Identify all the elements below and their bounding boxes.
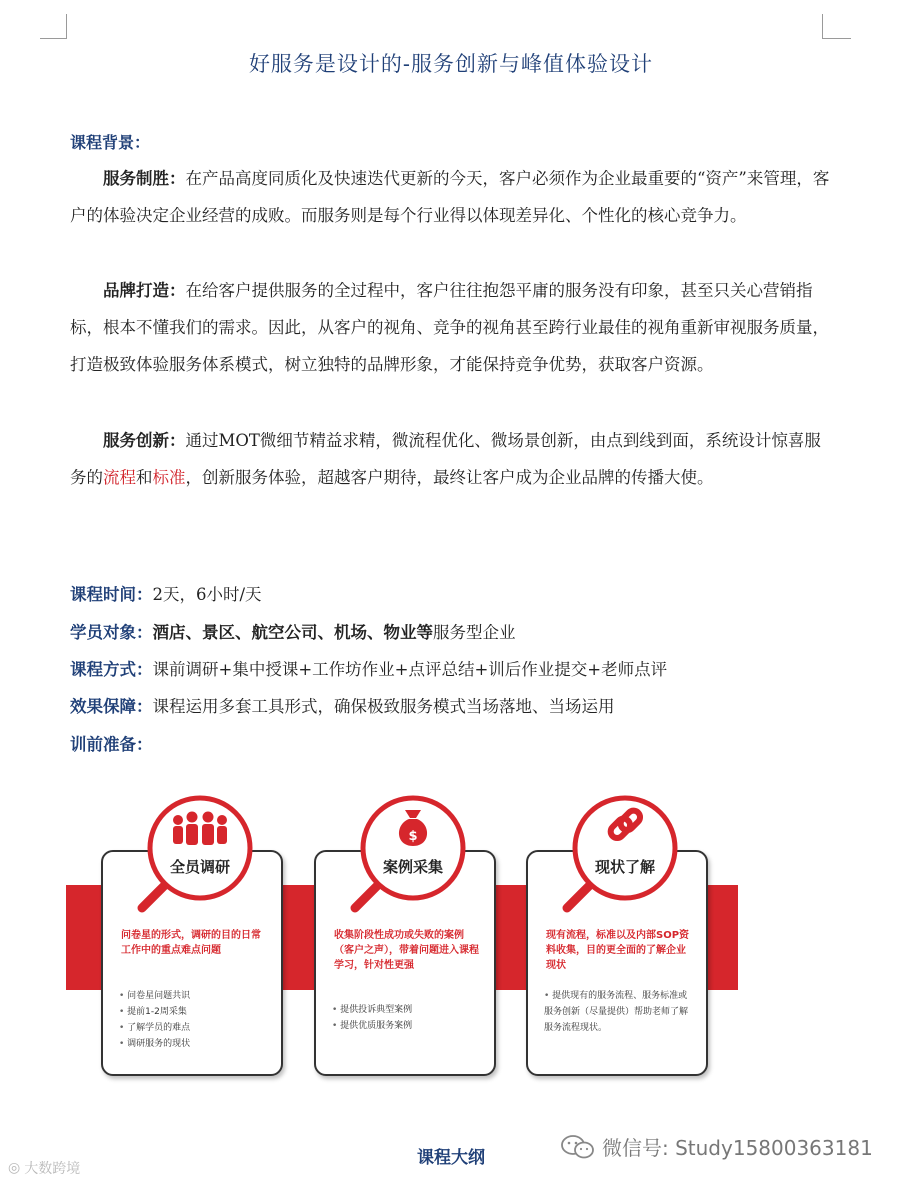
meta-label: 训前准备： <box>70 735 153 754</box>
meta-label: 课程方式： <box>70 660 153 679</box>
paragraph-service-innovation <box>70 422 830 496</box>
magnifier-handle <box>142 886 164 908</box>
card-description: 问卷星的形式，调研的目的日常工作中的重点难点问题 <box>121 930 261 956</box>
paragraph-text: 和 <box>136 468 153 487</box>
svg-text:$: $ <box>408 829 418 844</box>
list-item: • 提供优质服务案例 <box>332 1018 482 1034</box>
card-list <box>119 988 269 1052</box>
list-item: • 提供现有的服务流程、服务标准或服务创新（尽量提供）帮助老师了解服务流程现状。 <box>544 988 694 1036</box>
meta-value: 2天，6小时/天 <box>152 585 262 604</box>
card-title: 案例采集 <box>382 858 444 876</box>
meta-audience <box>70 619 516 643</box>
list-item: • 了解学员的难点 <box>119 1020 269 1036</box>
list-item: • 调研服务的现状 <box>119 1036 269 1052</box>
meta-time <box>70 581 262 605</box>
list-item: • 问卷星问题共识 <box>119 988 269 1004</box>
wechat-watermark <box>560 1132 873 1161</box>
card-list <box>332 1002 482 1034</box>
brand-logo-icon: ◎ <box>8 1160 21 1176</box>
document-title: 好服务是设计的-服务创新与峰值体验设计 <box>248 52 654 76</box>
meta-label: 课程时间： <box>70 585 153 604</box>
wechat-id: 微信号: Study15800363181 <box>602 1136 873 1160</box>
paragraph-lead: 品牌打造： <box>103 281 186 300</box>
magnifier-handle <box>355 886 377 908</box>
meta-label: 学员对象： <box>70 623 153 642</box>
wechat-icon <box>560 1134 596 1160</box>
magnifier-handle <box>567 886 589 908</box>
card-title: 现状了解 <box>594 858 656 876</box>
brand-name: 大数跨境 <box>24 1161 81 1177</box>
crop-mark-top-right <box>822 14 851 39</box>
card-list <box>544 988 694 1036</box>
meta-value: 课前调研+集中授课+工作坊作业+点评总结+训后作业提交+老师点评 <box>152 660 668 679</box>
outline-heading: 课程大纲 <box>417 1148 485 1168</box>
paragraph-text: 在产品高度同质化及快速迭代更新的今天，客户必须作为企业最重要的“资产”来管理，客户的体验决定企业经营的成败。而服务则是每个行业得以体现差异化、个性化的核心竞争力。 <box>70 169 830 225</box>
meta-guarantee <box>70 693 615 717</box>
meta-prep <box>70 731 153 755</box>
meta-value-bold: 酒店、景区、航空公司、机场、物业等 <box>152 623 433 642</box>
prep-diagram <box>66 790 738 1080</box>
magnifier-survey <box>112 790 262 940</box>
brand-watermark <box>8 1158 80 1178</box>
paragraph-text: 通过MOT微细节精益求精，微流程优化、微场景创新，由点到线到面，系统设计惊喜服务的 <box>70 431 821 487</box>
list-item: • 提供投诉典型案例 <box>332 1002 482 1018</box>
background-heading: 课程背景： <box>70 133 151 152</box>
paragraph-service-wins <box>70 160 830 234</box>
meta-label: 效果保障： <box>70 697 153 716</box>
highlight-standard: 标准 <box>152 468 186 487</box>
highlight-process: 流程 <box>103 468 136 487</box>
list-item: • 提前1-2周采集 <box>119 1004 269 1020</box>
paragraph-lead: 服务制胜： <box>103 169 186 188</box>
paragraph-text: ，创新服务体验，超越客户期待，最终让客户成为企业品牌的传播大使。 <box>185 468 714 487</box>
card-description: 现有流程，标准以及内部SOP资料收集，目的更全面的了解企业现状 <box>546 930 690 971</box>
magnifier-status <box>537 790 687 940</box>
meta-value: 课程运用多套工具形式，确保极致服务模式当场落地、当场运用 <box>152 697 615 716</box>
magnifier-cases <box>325 790 475 940</box>
paragraph-text: 在给客户提供服务的全过程中，客户往往抱怨平庸的服务没有印象，甚至只关心营销指标，根本不懂我们的需求。因此，从客户的视角、竞争的视角甚至跨行业最佳的视角重新审视服务质量，打造极致体验服务体系模式，树立独特的品牌形象，才能保持竞争优势，获取客户资源。 <box>70 281 829 374</box>
card-description: 收集阶段性成功或失败的案例（客户之声），带着问题进入课程学习，针对性更强 <box>334 930 479 971</box>
paragraph-lead: 服务创新： <box>103 431 186 450</box>
crop-mark-top-left <box>40 14 67 39</box>
card-title: 全员调研 <box>169 858 231 876</box>
paragraph-brand-building <box>70 272 830 383</box>
meta-method <box>70 656 667 680</box>
meta-value: 服务型企业 <box>433 623 516 642</box>
magnifier-ring <box>150 798 250 898</box>
